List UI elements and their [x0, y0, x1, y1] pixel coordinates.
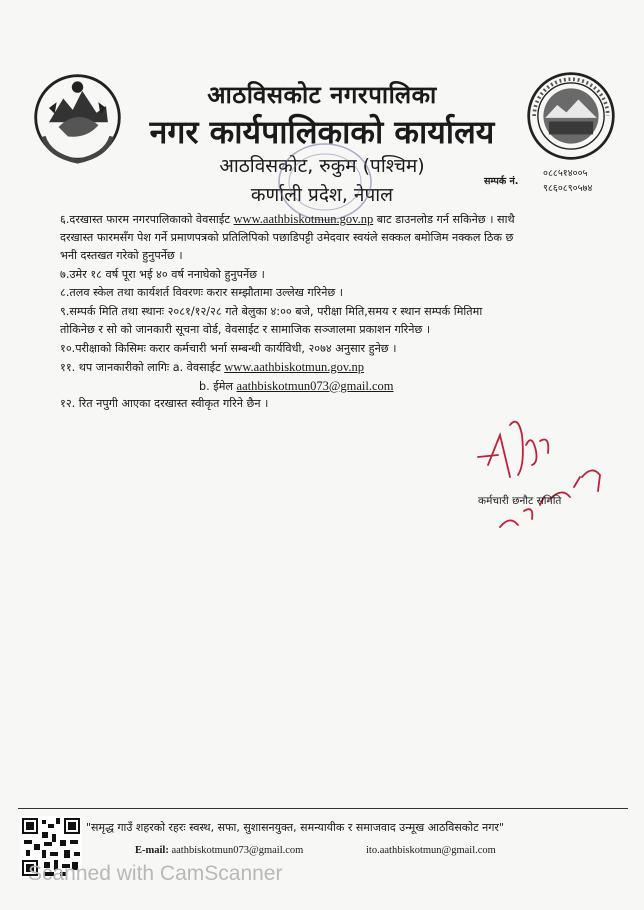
item-7: ७.उमेर १८ वर्ष पूरा भई ४० वर्ष ननाघेको हुनुपर्नेछ ।	[60, 267, 265, 281]
province-line: कर्णाली प्रदेश, नेपाल	[250, 184, 394, 206]
item-9-line-2: तोकिनेछ र सो को जानकारी सूचना वोर्ड, वेवसाईट र सामाजिक सञ्जालमा प्रकाशन गरिनेछ ।	[60, 323, 431, 336]
item-6-line-3: भनी दस्तखत गरेको हुनुपर्नेछ ।	[60, 249, 183, 262]
office-title: नगर कार्यपालिकाको कार्यालय	[149, 113, 495, 151]
mobile-number: ९८६०८९०५७४	[543, 183, 593, 194]
contact-label: सम्पर्क नं.	[484, 176, 519, 187]
item-6-line-1: ६.दरखास्त फारम नगरपालिकाको वेवसाईट www.aathbiskotmun.gov.np बाट डाउनलोड गर्न सकिनेछ । साथै	[60, 212, 515, 226]
item-9-line-1: ९.सम्पर्क मिति तथा स्थानः २०८१/१२/२८ गते बेलुका ४:०० बजे, परीक्षा मिति,समय र स्थान सम्पर्क मितिमा	[60, 304, 483, 318]
item-12: १२. रित नपुगी आएका दरखास्त स्वीकृत गरिने छैन ।	[60, 397, 269, 410]
camscanner-watermark: Scanned with CamScanner	[28, 862, 283, 885]
item-11-line-1: ११. थप जानकारीको लागिः a. वेवसाईट www.aathbiskotmun.gov.np	[60, 360, 364, 374]
item-10: १०.परीक्षाको किसिमः करार कर्मचारी भर्ना सम्बन्धी कार्यविधी, २०७४ अनुसार हुनेछ ।	[60, 341, 397, 355]
item-6-line-2: दरखास्त फारमसँग पेश गर्ने प्रमाणपत्रको प्रतिलिपिको पछाडिपट्टी उमेदवार स्वयंले सक्कल बमोजिम नक्कल ठिक छ	[60, 230, 514, 244]
email-link[interactable]: aathbiskotmun073@gmail.com	[236, 378, 394, 393]
handwritten-signature-icon	[470, 405, 620, 535]
website-link-2[interactable]: www.aathbiskotmun.gov.np	[224, 360, 364, 374]
item-8: ८.तलव स्केल तथा कार्यशर्त विवरणः करार सम्झौतामा उल्लेख गरिनेछ ।	[60, 286, 344, 299]
footer-slogan: "समृद्ध गाउँ शहरको रहरः स्वस्थ, सफा, सुशासनयुक्त, समन्यायीक र समाजवाद उन्मूख आठविसकोट नगर"	[86, 821, 504, 834]
website-link[interactable]: www.aathbiskotmun.gov.np	[233, 212, 374, 226]
office-location: आठविसकोट, रुकुम (पश्चिम)	[219, 155, 425, 177]
email-label: E-mail:	[135, 845, 169, 856]
municipality-name: आठविसकोट नगरपालिका	[207, 81, 437, 109]
footer-email-secondary[interactable]: ito.aathbiskotmun@gmail.com	[366, 845, 496, 856]
email-address-1[interactable]: aathbiskotmun073@gmail.com	[171, 845, 304, 856]
notice-body	[60, 210, 600, 414]
item-11-line-2: b. ईमेल aathbiskotmun073@gmail.com	[199, 378, 394, 393]
phone-number: ०८८५१४००५	[543, 168, 588, 179]
selection-committee-label: कर्मचारी छनौट समिति	[478, 495, 562, 507]
footer-email-primary	[135, 845, 303, 856]
footer-divider	[18, 808, 628, 809]
